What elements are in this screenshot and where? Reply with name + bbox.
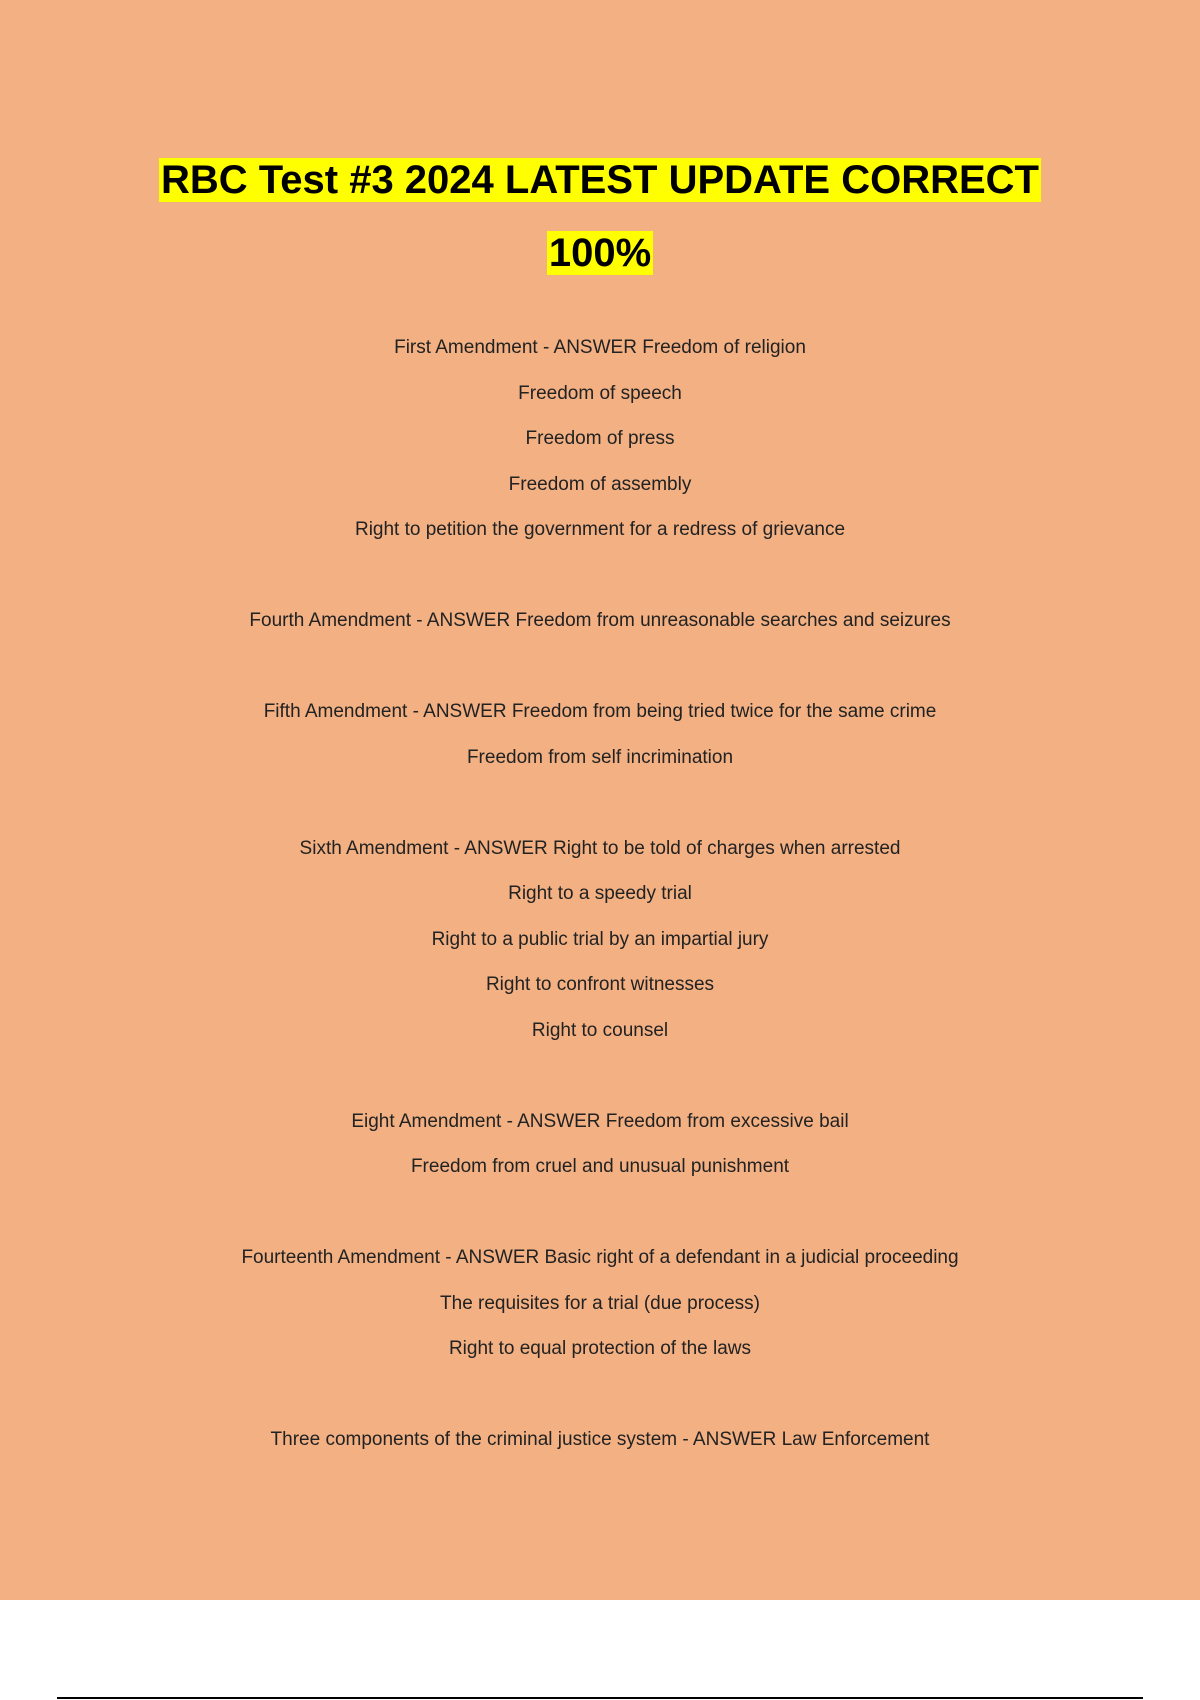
text-line: Right to a speedy trial — [508, 883, 692, 904]
text-line: Right to equal protection of the laws — [448, 1338, 752, 1359]
text-line: Right to petition the government for a redress of grievance — [354, 519, 846, 540]
text-line: Fifth Amendment - ANSWER Freedom from being tried twice for the same crime — [263, 701, 937, 722]
text-line: Sixth Amendment - ANSWER Right to be told of charges when arrested — [299, 837, 901, 859]
text-line: Freedom from self incrimination — [466, 746, 734, 768]
document-title — [0, 148, 1200, 294]
text-line: Right to a public trial by an impartial jury — [431, 928, 769, 950]
text-line: Right to confront witnesses — [485, 974, 715, 995]
blank-line — [0, 560, 1200, 606]
blank-line — [0, 1060, 1200, 1106]
title-line-2: 100% — [548, 231, 652, 275]
blank-line — [0, 651, 1200, 697]
footer-divider — [57, 1697, 1143, 1699]
blank-line — [0, 1379, 1200, 1425]
title-line-1: RBC Test #3 2024 LATEST UPDATE CORRECT — [161, 158, 1039, 202]
text-line: Freedom of speech — [518, 382, 682, 404]
text-line: Freedom from cruel and unusual punishment — [410, 1156, 790, 1177]
text-line: Three components of the criminal justice system - ANSWER Law Enforcement — [270, 1429, 930, 1450]
blank-line — [0, 1197, 1200, 1243]
text-line: Fourteenth Amendment - ANSWER Basic right of a defendant in a judicial proceeding — [241, 1247, 959, 1268]
text-line: Eight Amendment - ANSWER Freedom from excessive bail — [351, 1110, 849, 1132]
blank-line — [0, 787, 1200, 833]
text-line: Freedom of press — [525, 428, 675, 449]
document-body — [0, 332, 1200, 1470]
text-line: Fourth Amendment - ANSWER Freedom from unreasonable searches and seizures — [249, 610, 951, 631]
text-line: Freedom of assembly — [508, 473, 692, 495]
text-line: First Amendment - ANSWER Freedom of religion — [394, 337, 806, 358]
text-line: Right to counsel — [531, 1019, 669, 1041]
text-line: The requisites for a trial (due process) — [440, 1292, 760, 1314]
